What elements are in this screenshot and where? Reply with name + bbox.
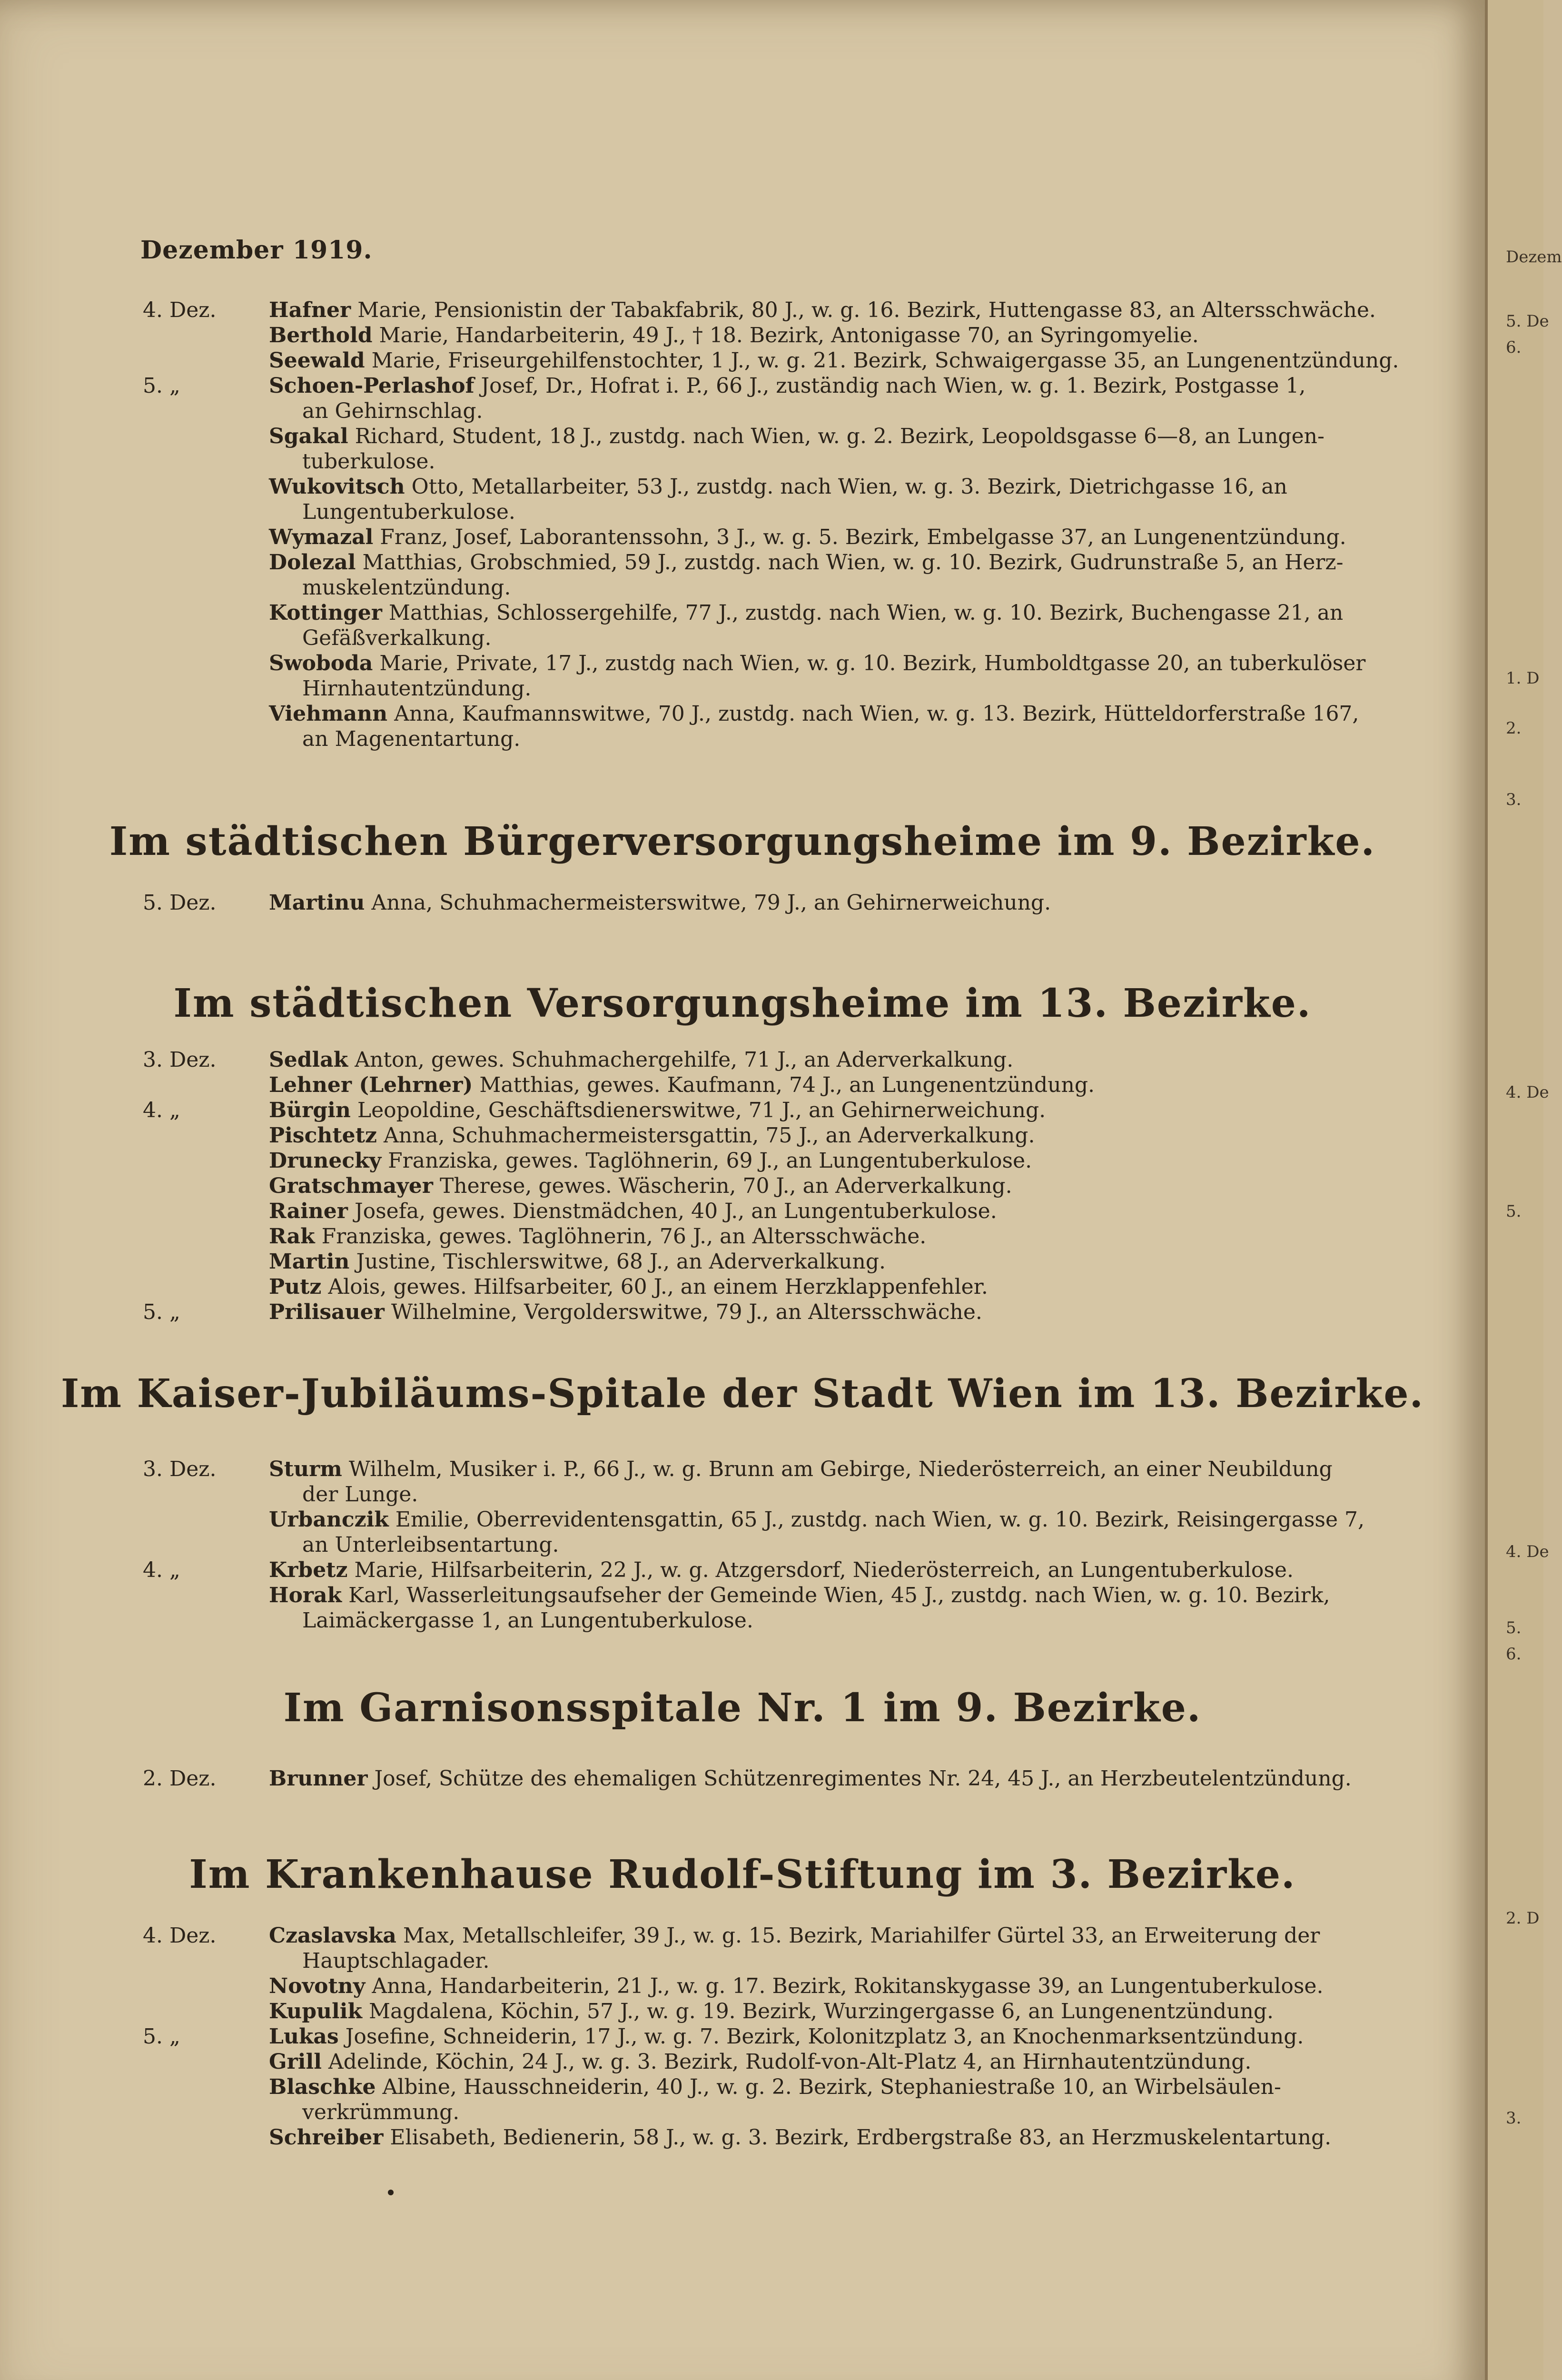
register-entry — [143, 424, 1428, 474]
register-entry — [143, 550, 1428, 600]
entry-details: Josef, Dr., Hofrat i. P., 66 J., zuständig nach Wien, w. g. 1. Bezirk, Postgasse 1, — [481, 374, 1306, 398]
entry-surname: Blaschke — [269, 2075, 376, 2099]
register-entry — [143, 1123, 1428, 1148]
section-title: Im Krankenhause Rudolf-Stiftung im 3. Bezirke. — [189, 1852, 1296, 1897]
entry-surname: Putz — [269, 1275, 322, 1299]
entry-details: Franziska, gewes. Taglöhnerin, 76 J., an Altersschwäche. — [321, 1224, 927, 1249]
entry-surname: Sgakal — [269, 424, 348, 448]
entry-text — [269, 550, 1428, 575]
entry-details: Alois, gewes. Hilfsarbeiter, 60 J., an einem Herzklappenfehler. — [328, 1275, 988, 1299]
entry-details: Franz, Josef, Laborantenssohn, 3 J., w. g. 5. Bezirk, Embelgasse 37, an Lungenentzündung. — [380, 525, 1346, 549]
entry-surname: Horak — [269, 1583, 342, 1607]
entry-details: Franziska, gewes. Taglöhnerin, 69 J., an Lungentuberkulose. — [388, 1149, 1032, 1173]
register-entry — [143, 1507, 1428, 1557]
register-entry — [143, 1173, 1428, 1199]
section-title: Im Garnisonsspitale Nr. 1 im 9. Bezirke. — [283, 1685, 1202, 1731]
adjacent-page-fragment: 5. — [1506, 1202, 1522, 1221]
adjacent-page-fragment: 4. De — [1506, 1542, 1549, 1561]
entry-date: 4. Dez. — [143, 1924, 217, 1948]
entry-text — [269, 1123, 1428, 1148]
entry-surname: Lukas — [269, 2024, 339, 2049]
register-entry — [143, 373, 1428, 424]
adjacent-page-fragment: 5. — [1506, 1618, 1522, 1637]
entry-details: Anton, gewes. Schuhmachergehilfe, 71 J., an Aderverkalkung. — [355, 1048, 1014, 1072]
entry-surname: Schreiber — [269, 2125, 384, 2150]
entry-date: 4. „ — [143, 1098, 180, 1122]
entry-text — [269, 525, 1428, 550]
entry-details: Adelinde, Köchin, 24 J., w. g. 3. Bezirk, Rudolf-von-Alt-Platz 4, an Hirnhautentzündung. — [328, 2050, 1252, 2074]
register-entry — [143, 701, 1428, 752]
entry-details: Josef, Schütze des ehemaligen Schützenregimentes Nr. 24, 45 J., an Herzbeutelentzündung. — [374, 1766, 1352, 1791]
entry-date: 5. „ — [143, 2024, 180, 2049]
entry-surname: Rak — [269, 1224, 315, 1249]
entry-continuation: Laimäckergasse 1, an Lungentuberkulose. — [302, 1608, 753, 1633]
entry-text — [269, 1766, 1428, 1791]
entry-details: Albine, Hausschneiderin, 40 J., w. g. 2. Bezirk, Stephaniestraße 10, an Wirbelsäulen- — [382, 2075, 1281, 2099]
adjacent-page-fragment: 3. — [1506, 2109, 1522, 2128]
register-entry — [143, 1999, 1428, 2024]
entry-text — [269, 600, 1428, 625]
register-entry — [143, 348, 1428, 373]
entry-surname: Lehner (Lehrner) — [269, 1073, 473, 1097]
register-entry — [143, 1274, 1428, 1299]
entry-date: 3. Dez. — [143, 1457, 217, 1481]
register-entry — [143, 1923, 1428, 1973]
entry-continuation: Hauptschlagader. — [302, 1949, 490, 1973]
entry-continuation: tuberkulose. — [302, 449, 435, 474]
register-entry — [143, 525, 1428, 550]
entry-details: Wilhelm, Musiker i. P., 66 J., w. g. Brunn am Gebirge, Niederösterreich, an einer Neubildung — [348, 1457, 1333, 1481]
entry-surname: Sedlak — [269, 1048, 348, 1072]
register-entry — [143, 2049, 1428, 2074]
entry-surname: Hafner — [269, 298, 351, 322]
entry-surname: Czaslavska — [269, 1924, 396, 1948]
entry-text — [269, 1224, 1428, 1249]
entry-text — [269, 323, 1428, 348]
register-entry — [143, 600, 1428, 651]
register-entry — [143, 1557, 1428, 1583]
entry-text — [269, 1249, 1428, 1274]
entry-details: Karl, Wasserleitungsaufseher der Gemeinde Wien, 45 J., zustdg. nach Wien, w. g. 10. Bezirk, — [348, 1583, 1330, 1607]
entry-details: Wilhelmine, Vergolderswitwe, 79 J., an Altersschwäche. — [391, 1300, 982, 1324]
register-entry — [143, 1766, 1428, 1791]
entry-surname: Seewald — [269, 348, 365, 373]
register-entry — [143, 890, 1428, 915]
entry-continuation: muskelentzündung. — [302, 575, 511, 600]
adjacent-page-fragment: 2. D — [1506, 1909, 1540, 1928]
entry-details: Josefa, gewes. Dienstmädchen, 40 J., an Lungentuberkulose. — [354, 1199, 997, 1223]
entry-text — [269, 1557, 1428, 1583]
entry-date: 4. Dez. — [143, 298, 217, 322]
entry-text — [269, 1923, 1428, 1948]
entry-surname: Schoen-Perlashof — [269, 374, 475, 398]
entry-surname: Novotny — [269, 1974, 366, 1998]
entry-surname: Viehmann — [269, 702, 388, 726]
register-entry — [143, 1047, 1428, 1072]
entry-date: 5. Dez. — [143, 891, 217, 915]
entry-continuation: an Magenentartung. — [302, 727, 521, 751]
entry-text — [269, 1457, 1428, 1482]
entry-continuation: verkrümmung. — [302, 2100, 460, 2124]
entry-text — [269, 2125, 1428, 2150]
register-entry — [143, 2024, 1428, 2049]
adjacent-page-fragment: 1. D — [1506, 669, 1540, 688]
entry-continuation: an Unterleibsentartung. — [302, 1533, 559, 1557]
entry-details: Marie, Hilfsarbeiterin, 22 J., w. g. Atzgersdorf, Niederösterreich, an Lungentuberkulose. — [354, 1558, 1294, 1582]
register-entry — [143, 651, 1428, 701]
adjacent-page-edge — [1485, 0, 1562, 2380]
section-title: Im städtischen Versorgungsheime im 13. Bezirke. — [173, 981, 1312, 1026]
entry-details: Marie, Handarbeiterin, 49 J., † 18. Bezirk, Antonigasse 70, an Syringomyelie. — [379, 323, 1199, 347]
entry-details: Leopoldine, Geschäftsdienerswitwe, 71 J., an Gehirnerweichung. — [357, 1098, 1046, 1122]
ink-dot — [388, 2190, 394, 2195]
entry-text — [269, 1148, 1428, 1173]
section-title: Im städtischen Bürgerversorgungsheime im 9. Bezirke. — [109, 819, 1376, 864]
register-entry — [143, 474, 1428, 525]
entry-date: 4. „ — [143, 1558, 180, 1582]
entry-text — [269, 1072, 1428, 1098]
entry-details: Therese, gewes. Wäscherin, 70 J., an Aderverkalkung. — [439, 1174, 1012, 1198]
register-entry — [143, 1072, 1428, 1098]
entry-surname: Pischtetz — [269, 1123, 377, 1148]
entry-details: Marie, Friseurgehilfenstochter, 1 J., w. g. 21. Bezirk, Schwaigergasse 35, an Lungenentzündung. — [371, 348, 1399, 373]
entry-text — [269, 1299, 1428, 1325]
entry-text — [269, 1999, 1428, 2024]
entry-surname: Swoboda — [269, 651, 373, 675]
entry-surname: Sturm — [269, 1457, 342, 1481]
register-entry — [143, 1457, 1428, 1507]
entry-surname: Wymazal — [269, 525, 374, 549]
entry-continuation: Hirnhautentzündung. — [302, 676, 532, 701]
entry-details: Otto, Metallarbeiter, 53 J., zustdg. nach Wien, w. g. 3. Bezirk, Dietrichgasse 16, an — [411, 475, 1287, 499]
entry-text — [269, 1098, 1428, 1123]
entry-surname: Wukovitsch — [269, 475, 405, 499]
register-entry — [143, 1583, 1428, 1633]
entry-continuation: der Lunge. — [302, 1482, 418, 1507]
entry-text — [269, 1274, 1428, 1299]
adjacent-page-fragment: 3. — [1506, 790, 1522, 809]
entry-text — [269, 1507, 1428, 1532]
register-entry — [143, 2074, 1428, 2125]
entry-surname: Krbetz — [269, 1558, 348, 1582]
entry-surname: Dolezal — [269, 550, 356, 575]
entry-continuation: Lungentuberkulose. — [302, 500, 515, 524]
entry-date: 2. Dez. — [143, 1766, 217, 1791]
adjacent-page-fragment: 6. — [1506, 1645, 1522, 1664]
entry-text — [269, 2074, 1428, 2100]
entry-details: Anna, Schuhmachermeisterswitwe, 79 J., an Gehirnerweichung. — [371, 891, 1051, 915]
entry-details: Josefine, Schneiderin, 17 J., w. g. 7. Bezirk, Kolonitzplatz 3, an Knochenmarksentzündung. — [345, 2024, 1304, 2049]
entry-details: Justine, Tischlerswitwe, 68 J., an Aderverkalkung. — [356, 1250, 886, 1274]
entry-text — [269, 348, 1428, 373]
adjacent-page-fragment: Dezem — [1506, 248, 1562, 267]
entry-text — [269, 651, 1428, 676]
register-entry — [143, 1249, 1428, 1274]
register-entry — [143, 2125, 1428, 2150]
entry-surname: Kottinger — [269, 601, 382, 625]
entry-text — [269, 2049, 1428, 2074]
entry-details: Richard, Student, 18 J., zustdg. nach Wien, w. g. 2. Bezirk, Leopoldsgasse 6—8, an Lungen- — [355, 424, 1325, 448]
entry-details: Emilie, Oberrevidentensgattin, 65 J., zustdg. nach Wien, w. g. 10. Bezirk, Reisingergasse 7, — [395, 1507, 1364, 1532]
entry-text — [269, 474, 1428, 499]
entry-surname: Berthold — [269, 323, 373, 347]
entry-text — [269, 890, 1428, 915]
entry-details: Marie, Private, 17 J., zustdg nach Wien, w. g. 10. Bezirk, Humboldtgasse 20, an tuberkulöser — [379, 651, 1366, 675]
adjacent-page-fragment: 5. De — [1506, 312, 1549, 331]
entry-details: Matthias, Schlossergehilfe, 77 J., zustdg. nach Wien, w. g. 10. Bezirk, Buchengasse 21, an — [388, 601, 1344, 625]
register-entry — [143, 1148, 1428, 1173]
entry-surname: Grill — [269, 2050, 322, 2074]
entry-details: Elisabeth, Bedienerin, 58 J., w. g. 3. Bezirk, Erdbergstraße 83, an Herzmuskelentartung. — [390, 2125, 1332, 2150]
entry-date: 3. Dez. — [143, 1048, 217, 1072]
entry-details: Matthias, gewes. Kaufmann, 74 J., an Lungenentzündung. — [479, 1073, 1095, 1097]
entry-surname: Bürgin — [269, 1098, 351, 1122]
section-title: Im Kaiser-Jubiläums-Spitale der Stadt Wien im 13. Bezirke. — [60, 1371, 1424, 1417]
entry-text — [269, 1583, 1428, 1608]
entry-surname: Martinu — [269, 891, 365, 915]
entry-details: Anna, Schuhmachermeistersgattin, 75 J., an Aderverkalkung. — [383, 1123, 1035, 1148]
adjacent-page-fragment: 2. — [1506, 719, 1522, 738]
register-entry — [143, 1224, 1428, 1249]
register-entry — [143, 1098, 1428, 1123]
entry-text — [269, 1199, 1428, 1224]
entry-surname: Martin — [269, 1250, 350, 1274]
entry-surname: Urbanczik — [269, 1507, 389, 1532]
entry-text — [269, 2024, 1428, 2049]
adjacent-page-fragment: 6. — [1506, 338, 1522, 357]
entry-text — [269, 1173, 1428, 1199]
entry-surname: Prilisauer — [269, 1300, 385, 1324]
entry-text — [269, 701, 1428, 726]
entry-details: Anna, Handarbeiterin, 21 J., w. g. 17. Bezirk, Rokitanskygasse 39, an Lungentuberkulose. — [372, 1974, 1324, 1998]
entry-text — [269, 1047, 1428, 1072]
entry-text — [269, 373, 1428, 398]
entry-details: Matthias, Grobschmied, 59 J., zustdg. nach Wien, w. g. 10. Bezirk, Gudrunstraße 5, an Herz- — [362, 550, 1344, 575]
entry-continuation: an Gehirnschlag. — [302, 399, 483, 423]
entry-text — [269, 1973, 1428, 1999]
entry-continuation: Gefäßverkalkung. — [302, 626, 492, 650]
page-header: Dezember 1919. — [140, 236, 373, 265]
entry-surname: Brunner — [269, 1766, 368, 1791]
register-entry — [143, 298, 1428, 323]
entry-date: 5. „ — [143, 374, 180, 398]
register-entry — [143, 1199, 1428, 1224]
entry-details: Anna, Kaufmannswitwe, 70 J., zustdg. nach Wien, w. g. 13. Bezirk, Hütteldorferstraße 167, — [394, 702, 1359, 726]
entry-date: 5. „ — [143, 1300, 180, 1324]
entry-surname: Drunecky — [269, 1149, 382, 1173]
entry-details: Max, Metallschleifer, 39 J., w. g. 15. Bezirk, Mariahilfer Gürtel 33, an Erweiterung der — [403, 1924, 1320, 1948]
entry-surname: Kupulik — [269, 1999, 362, 2023]
entry-surname: Rainer — [269, 1199, 348, 1223]
register-entry — [143, 1299, 1428, 1325]
register-entry — [143, 1973, 1428, 1999]
entry-details: Marie, Pensionistin der Tabakfabrik, 80 J., w. g. 16. Bezirk, Huttengasse 83, an Altersschwäche. — [357, 298, 1376, 322]
adjacent-page-fragment: 4. De — [1506, 1083, 1549, 1102]
entry-text — [269, 424, 1428, 449]
entry-details: Magdalena, Köchin, 57 J., w. g. 19. Bezirk, Wurzingergasse 6, an Lungenentzündung. — [368, 1999, 1274, 2023]
entry-text — [269, 298, 1428, 323]
register-entry — [143, 323, 1428, 348]
entry-surname: Gratschmayer — [269, 1174, 433, 1198]
